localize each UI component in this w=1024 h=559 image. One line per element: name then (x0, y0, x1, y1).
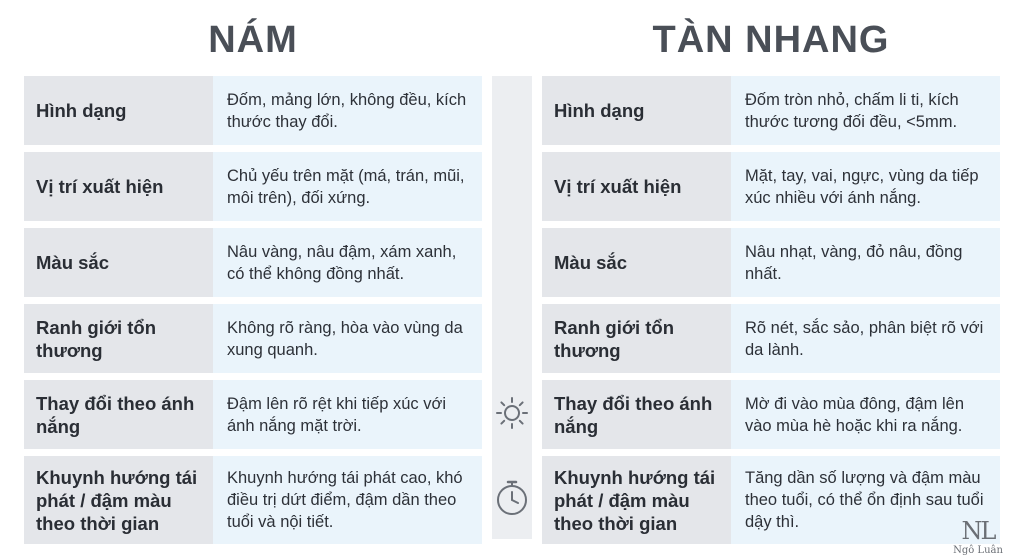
row-label: Thay đổi theo ánh nắng (24, 380, 213, 449)
table-row (542, 304, 1000, 373)
row-value: Tăng dần số lượng và đậm màu theo tuổi, có thể ổn định sau tuổi dậy thì. (731, 456, 1000, 544)
row-label: Màu sắc (24, 228, 213, 297)
row-value: Đốm, mảng lớn, không đều, kích thước thay đổi. (213, 76, 482, 145)
table-row (542, 152, 1000, 221)
table-row (24, 76, 482, 145)
row-label: Khuynh hướng tái phát / đậm màu theo thời gian (24, 456, 213, 544)
row-label: Hình dạng (542, 76, 731, 145)
row-label: Hình dạng (24, 76, 213, 145)
row-value: Mờ đi vào mùa đông, đậm lên vào mùa hè hoặc khi ra nắng. (731, 380, 1000, 449)
logo-monogram: NL (961, 517, 995, 545)
table-row (24, 380, 482, 449)
table-row (24, 152, 482, 221)
table-row (24, 304, 482, 373)
table-row (24, 456, 482, 544)
brand-logo (948, 517, 1008, 557)
row-value: Đốm tròn nhỏ, chấm li ti, kích thước tương đối đều, <5mm. (731, 76, 1000, 145)
table-row (542, 380, 1000, 449)
row-value: Nâu vàng, nâu đậm, xám xanh, có thể không đồng nhất. (213, 228, 482, 297)
logo-name: Ngô Luân (953, 545, 1003, 556)
table-row (542, 456, 1000, 544)
row-value: Mặt, tay, vai, ngực, vùng da tiếp xúc nhiều với ánh nắng. (731, 152, 1000, 221)
row-label: Màu sắc (542, 228, 731, 297)
row-value: Không rõ ràng, hòa vào vùng da xung quanh. (213, 304, 482, 373)
right-comparison-table (542, 76, 1000, 544)
row-value: Đậm lên rõ rệt khi tiếp xúc với ánh nắng mặt trời. (213, 380, 482, 449)
table-row (24, 228, 482, 297)
sun-icon (492, 395, 532, 431)
row-label: Thay đổi theo ánh nắng (542, 380, 731, 449)
row-value: Chủ yếu trên mặt (má, trán, mũi, môi trên), đối xứng. (213, 152, 482, 221)
row-value: Khuynh hướng tái phát cao, khó điều trị dứt điểm, đậm dần theo tuổi và nội tiết. (213, 456, 482, 544)
table-row (542, 228, 1000, 297)
row-label: Vị trí xuất hiện (542, 152, 731, 221)
row-value: Nâu nhạt, vàng, đỏ nâu, đồng nhất. (731, 228, 1000, 297)
column-divider (492, 76, 532, 539)
row-label: Ranh giới tổn thương (24, 304, 213, 373)
row-label: Ranh giới tổn thương (542, 304, 731, 373)
right-column-title: TÀN NHANG (652, 19, 890, 61)
row-value: Rõ nét, sắc sảo, phân biệt rõ với da lành. (731, 304, 1000, 373)
table-row (542, 76, 1000, 145)
stopwatch-icon (492, 478, 532, 518)
left-comparison-table (24, 76, 482, 544)
left-column-title: NÁM (208, 19, 298, 61)
row-label: Vị trí xuất hiện (24, 152, 213, 221)
row-label: Khuynh hướng tái phát / đậm màu theo thời gian (542, 456, 731, 544)
